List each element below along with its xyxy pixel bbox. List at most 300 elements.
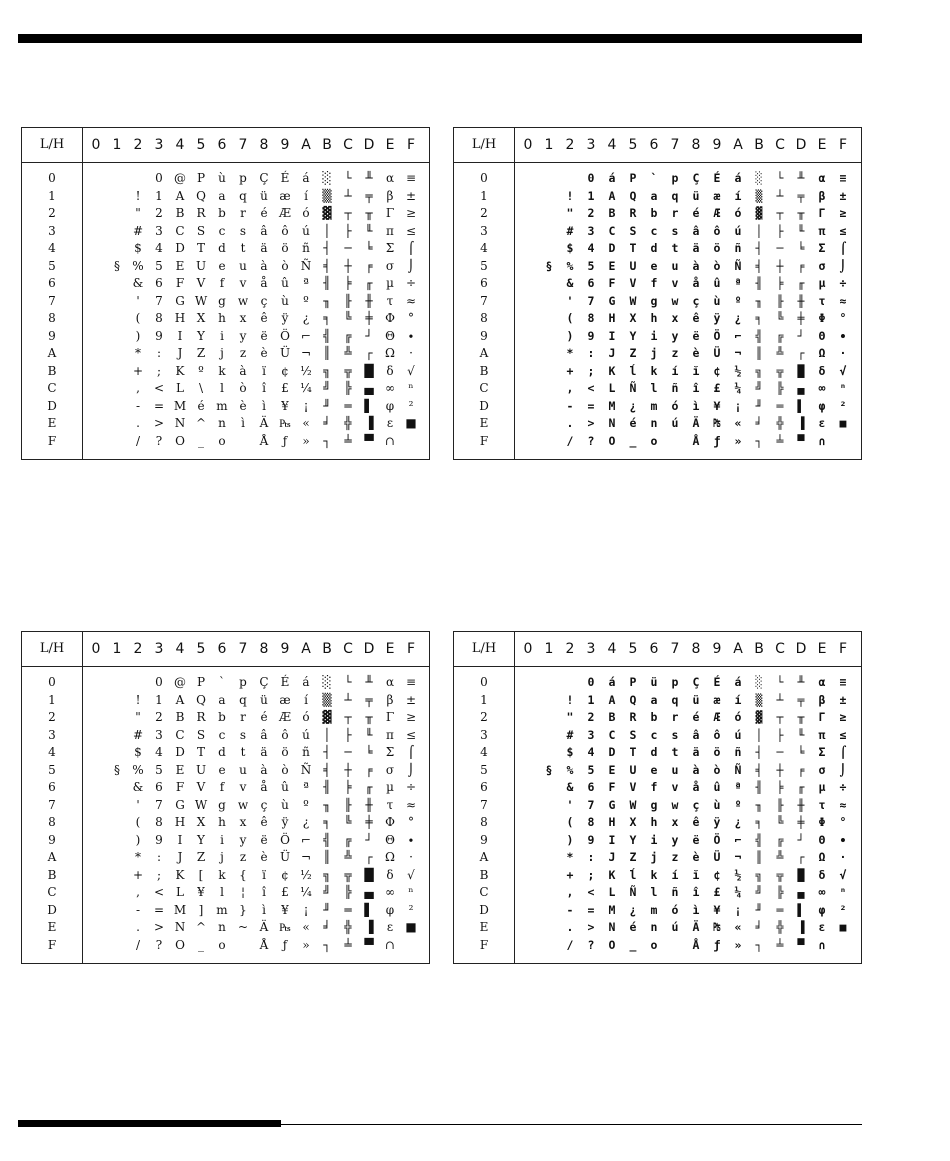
char-cell: ▀	[364, 433, 374, 448]
char-cell: ⁿ	[408, 381, 414, 395]
char-cell	[233, 433, 253, 450]
row-header: 3	[480, 727, 488, 742]
char-cell: ┐	[755, 433, 763, 448]
char-cell: q	[239, 188, 247, 203]
char-cell	[107, 727, 127, 744]
char-cell: √	[407, 867, 415, 882]
char-cell: $	[566, 241, 574, 255]
char-cell: Ö	[713, 832, 721, 847]
char-cell: Γ	[385, 710, 395, 724]
char-cell: ░	[322, 171, 332, 185]
char-cell: í	[671, 867, 679, 882]
char-cell: =	[587, 902, 595, 917]
char-cell	[107, 293, 127, 310]
char-cell: ╡	[323, 258, 331, 273]
char-cell: ²	[408, 398, 414, 413]
char-cell: 4	[587, 241, 595, 255]
char-cell: ╤	[797, 692, 805, 707]
char-cell: L	[176, 381, 184, 395]
char-cell: %	[132, 762, 144, 777]
char-cell: ¿	[629, 902, 637, 917]
char-cell: è	[260, 850, 268, 864]
column-header: 0	[91, 137, 101, 153]
char-cell	[86, 240, 106, 257]
char-cell: ≥	[839, 710, 847, 724]
char-cell: ┤	[323, 745, 331, 759]
row-header: 0	[48, 675, 56, 689]
char-cell: e	[650, 762, 658, 777]
char-cell: ─	[344, 745, 352, 759]
row-header: 4	[480, 745, 488, 759]
char-cell: ≤	[839, 223, 847, 238]
char-cell: â	[692, 727, 700, 742]
char-cell: ï	[262, 867, 266, 882]
char-cell: /	[566, 433, 574, 448]
char-cell: 8	[155, 815, 163, 829]
char-cell: ╘	[797, 241, 805, 255]
char-cell: °	[408, 311, 414, 325]
char-cell: ╕	[755, 815, 763, 829]
corner-label: L/H	[471, 137, 497, 152]
char-cell: ─	[776, 745, 784, 759]
char-cell: ╙	[797, 727, 805, 742]
row-header: 7	[48, 797, 56, 812]
row-header: 0	[48, 171, 56, 185]
char-cell: Γ	[818, 206, 826, 220]
char-cell: ╞	[776, 780, 784, 794]
char-cell	[86, 937, 106, 954]
char-cell	[518, 762, 538, 779]
char-cell: Æ	[278, 206, 291, 220]
bottom-rule-thick	[18, 1120, 281, 1127]
char-cell: v	[239, 780, 247, 794]
char-cell: N	[174, 920, 186, 934]
char-cell: ╪	[797, 311, 805, 325]
char-cell: á	[734, 171, 742, 185]
column-header: 7	[238, 137, 248, 153]
char-cell: ^	[195, 920, 207, 934]
char-cell: (	[135, 815, 141, 829]
char-cell: Ö	[280, 832, 290, 847]
char-cell: ║	[755, 850, 763, 864]
char-cell: ╜	[755, 902, 763, 917]
char-cell: ╒	[797, 762, 805, 777]
char-cell: Ä	[692, 416, 700, 430]
char-cell: ▌	[797, 902, 805, 917]
char-cell: ²	[839, 398, 847, 413]
char-cell: Ç	[692, 675, 700, 689]
char-cell: π	[818, 727, 826, 742]
char-cell: ƒ	[282, 433, 288, 448]
row-header: D	[47, 398, 57, 413]
char-cell: ä	[260, 745, 268, 759]
char-cell: é	[629, 920, 637, 934]
char-cell: *	[135, 346, 141, 360]
char-cell: -	[135, 398, 141, 413]
char-cell: ≡	[839, 171, 847, 185]
column-header: 0	[523, 137, 533, 153]
char-cell: ½	[300, 363, 312, 378]
char-cell: º	[198, 363, 204, 378]
char-cell	[107, 867, 127, 884]
char-cell: 2	[587, 206, 595, 220]
char-cell: I	[177, 328, 183, 343]
column-header: 2	[133, 641, 143, 657]
char-cell: ─	[776, 241, 784, 255]
char-cell: R	[196, 710, 206, 724]
char-cell: +	[132, 363, 144, 378]
char-cell: °	[408, 815, 414, 829]
char-cell	[539, 709, 559, 726]
char-cell: M	[608, 902, 616, 917]
char-cell: '	[566, 797, 574, 812]
char-cell: τ	[818, 293, 826, 308]
char-cell: ∞	[385, 885, 395, 899]
char-cell	[86, 902, 106, 919]
char-cell: :	[156, 850, 162, 864]
char-cell: ÿ	[713, 815, 721, 829]
char-cell: !	[566, 188, 574, 203]
char-cell: ó	[734, 206, 742, 220]
char-cell: ▌	[364, 398, 374, 413]
char-cell: K	[175, 867, 185, 882]
char-cell: Ç	[259, 675, 269, 689]
char-cell: ⌐	[734, 832, 742, 847]
char-cell	[539, 797, 559, 814]
char-cell: │	[755, 727, 763, 742]
char-cell: T	[196, 241, 205, 255]
char-cell: =	[153, 398, 165, 413]
char-cell: G	[608, 797, 616, 812]
char-cell: >	[587, 416, 595, 430]
char-cell: ╖	[323, 293, 331, 308]
column-header: 5	[628, 137, 638, 153]
char-cell: .	[566, 920, 574, 934]
char-cell: Y	[197, 328, 205, 343]
char-cell: τ	[818, 797, 826, 812]
char-cell: Ä	[259, 416, 269, 430]
char-cell	[539, 727, 559, 744]
char-cell: /	[135, 433, 141, 448]
char-cell	[665, 433, 685, 450]
row-header: B	[479, 363, 489, 378]
char-cell	[107, 380, 127, 397]
char-cell: C	[608, 223, 616, 238]
char-cell: ▄	[797, 885, 805, 899]
column-header: 5	[196, 137, 206, 153]
char-cell: q	[239, 692, 247, 707]
char-cell	[401, 937, 421, 954]
char-cell: ▀	[797, 937, 805, 952]
char-cell: x	[239, 311, 247, 325]
char-cell: _	[629, 433, 637, 448]
column-header: E	[817, 641, 827, 657]
char-cell: ║	[323, 346, 331, 360]
char-cell: 6	[155, 780, 163, 794]
char-cell: t	[671, 745, 679, 759]
column-header: 6	[217, 137, 227, 153]
char-cell: Z	[196, 346, 206, 360]
char-cell: /	[566, 937, 574, 952]
char-cell: ≥	[839, 206, 847, 220]
header-divider	[22, 666, 429, 667]
char-cell: c	[218, 223, 226, 238]
char-cell: ñ	[734, 241, 742, 255]
char-cell: ¢	[713, 867, 721, 882]
char-cell	[539, 240, 559, 257]
char-cell: ¥	[713, 398, 721, 413]
char-cell: ╗	[755, 363, 763, 378]
char-cell: l	[220, 885, 224, 899]
char-cell: ¿	[734, 311, 742, 325]
char-cell: ½	[734, 867, 742, 882]
char-cell: ó	[671, 398, 679, 413]
char-cell: -	[566, 902, 574, 917]
row-header: 5	[480, 258, 488, 273]
char-cell: ╤	[365, 692, 373, 707]
char-cell: A	[608, 188, 616, 203]
char-cell: í	[734, 188, 742, 203]
row-header: C	[47, 885, 57, 899]
char-cell: █	[797, 867, 805, 882]
char-cell: ╓	[797, 276, 805, 290]
char-cell: ─	[344, 241, 352, 255]
char-cell: ê	[692, 311, 700, 325]
char-cell: p	[671, 171, 679, 185]
char-cell: à	[692, 258, 700, 273]
char-cell: y	[239, 328, 247, 343]
char-cell: ╢	[755, 276, 763, 290]
char-cell: K	[608, 363, 616, 378]
row-header: 1	[48, 188, 56, 203]
char-cell: ╬	[776, 416, 784, 430]
char-cell: â	[260, 727, 268, 742]
char-cell: ĭ	[692, 867, 700, 882]
row-header: C	[479, 381, 489, 395]
char-cell	[539, 398, 559, 415]
char-cell: %	[132, 258, 144, 273]
char-cell: Γ	[385, 206, 395, 220]
char-cell: b	[218, 206, 226, 220]
char-cell: r	[240, 206, 246, 220]
char-cell: µ	[818, 780, 826, 794]
char-cell: ╕	[755, 311, 763, 325]
char-cell: ╡	[323, 762, 331, 777]
char-cell: ö	[281, 241, 289, 255]
char-cell: τ	[386, 293, 394, 308]
char-cell: ▒	[755, 188, 763, 203]
char-cell: w	[671, 797, 679, 812]
row-header: 5	[48, 762, 56, 777]
char-cell: §	[114, 258, 120, 273]
column-header: 0	[523, 641, 533, 657]
char-cell: r	[671, 206, 679, 220]
char-cell: û	[281, 780, 289, 794]
char-cell: ≈	[405, 797, 417, 812]
row-header: A	[47, 346, 57, 360]
char-cell: a	[218, 692, 226, 707]
char-cell: Q	[629, 692, 637, 707]
column-header: B	[322, 641, 332, 657]
char-cell: (	[566, 815, 574, 829]
char-cell: #	[132, 727, 144, 742]
char-cell: ½	[734, 363, 742, 378]
char-cell: n	[218, 920, 226, 934]
char-cell: h	[218, 311, 226, 325]
char-cell	[107, 744, 127, 761]
char-cell: ╖	[755, 293, 763, 308]
char-cell: ╙	[797, 223, 805, 238]
char-cell: j	[220, 850, 224, 864]
char-cell	[539, 902, 559, 919]
char-cell: e	[650, 258, 658, 273]
row-header: B	[47, 363, 57, 378]
char-cell: å	[692, 276, 700, 290]
char-cell: ≡	[839, 675, 847, 689]
char-cell: 1	[587, 692, 595, 707]
char-cell: ╡	[755, 258, 763, 273]
corner-label: L/H	[39, 137, 65, 152]
char-cell: é	[260, 206, 268, 220]
column-header: C	[775, 641, 785, 657]
char-cell: ╦	[776, 363, 784, 378]
column-header: 2	[133, 137, 143, 153]
char-cell: ≡	[405, 675, 417, 689]
char-cell	[518, 779, 538, 796]
column-header: E	[385, 641, 395, 657]
char-cell: ⌠	[839, 241, 847, 255]
charset-table-4	[453, 631, 862, 964]
char-cell: v	[239, 276, 247, 290]
char-cell: ÷	[405, 780, 417, 794]
char-cell: ╬	[776, 920, 784, 934]
char-cell: π	[386, 223, 394, 238]
char-cell: z	[239, 850, 247, 864]
char-cell	[518, 188, 538, 205]
row-header: 2	[48, 710, 56, 724]
char-cell: í	[304, 692, 308, 707]
char-cell: f	[219, 780, 225, 794]
char-cell: ┐	[323, 433, 331, 448]
char-cell: ┤	[755, 241, 763, 255]
char-cell: ╓	[797, 780, 805, 794]
char-cell: <	[153, 885, 165, 899]
char-cell: ⌡	[839, 258, 847, 273]
char-cell: ¥	[281, 398, 289, 413]
column-header: 4	[175, 137, 185, 153]
char-cell: ⌐	[734, 328, 742, 343]
column-header: F	[406, 137, 416, 153]
header-divider	[454, 666, 861, 667]
column-header: 8	[691, 641, 701, 657]
char-cell: V	[629, 780, 637, 794]
char-cell: 8	[155, 311, 163, 325]
char-cell: q	[671, 692, 679, 707]
char-cell	[539, 814, 559, 831]
char-cell	[107, 188, 127, 205]
char-cell: ε	[386, 920, 394, 934]
char-cell: ║	[755, 346, 763, 360]
char-cell: ▓	[322, 206, 332, 220]
char-cell: &	[566, 276, 574, 290]
char-cell: Ç	[259, 171, 269, 185]
column-header: 1	[112, 137, 122, 153]
char-cell: f	[219, 276, 225, 290]
char-cell: a	[218, 188, 226, 203]
char-cell	[86, 814, 106, 831]
char-cell: Φ	[385, 311, 395, 325]
char-cell: φ	[818, 398, 826, 413]
char-cell: ┼	[344, 762, 352, 777]
char-cell: O	[608, 937, 616, 952]
char-cell: O	[175, 937, 185, 952]
char-cell: ¬	[734, 850, 742, 864]
char-cell: ;	[587, 363, 595, 378]
char-cell: β	[818, 188, 826, 203]
char-cell: ¢	[713, 363, 721, 378]
column-header: F	[406, 641, 416, 657]
char-cell: ╠	[344, 381, 352, 395]
char-cell	[86, 170, 106, 187]
char-cell: _	[198, 937, 204, 952]
char-cell: E	[175, 762, 185, 777]
column-header: 1	[544, 641, 554, 657]
char-cell: i	[650, 832, 658, 847]
char-cell	[518, 884, 538, 901]
char-cell: *	[135, 850, 141, 864]
char-cell: ^	[195, 416, 207, 430]
char-cell: d	[650, 241, 658, 255]
column-header: 6	[649, 137, 659, 153]
char-cell: #	[132, 223, 144, 238]
char-cell: F	[608, 276, 616, 290]
char-cell: ¼	[300, 381, 312, 395]
char-cell	[86, 692, 106, 709]
row-header: 0	[480, 171, 488, 185]
char-cell: φ	[385, 398, 395, 413]
char-cell: q	[671, 188, 679, 203]
char-cell: i	[220, 328, 224, 343]
char-cell: ▒	[322, 692, 332, 707]
char-cell: k	[218, 867, 226, 882]
char-cell: ¬	[300, 346, 312, 360]
char-cell: x	[671, 815, 679, 829]
char-cell: ╝	[755, 381, 763, 395]
char-cell: ╝	[323, 885, 331, 899]
char-cell	[86, 363, 106, 380]
char-cell	[518, 415, 538, 432]
char-cell: ╢	[323, 780, 331, 794]
char-cell: A	[175, 692, 185, 707]
row-header: 6	[480, 276, 488, 290]
char-cell: ┌	[797, 850, 805, 864]
char-cell	[539, 674, 559, 691]
char-cell: ╩	[344, 850, 352, 864]
row-header: E	[479, 416, 489, 430]
char-cell: σ	[818, 258, 826, 273]
char-cell: ô	[281, 223, 289, 238]
char-cell: ú	[671, 920, 679, 934]
char-cell: é	[260, 710, 268, 724]
row-header: C	[47, 381, 57, 395]
charset-table-2	[453, 127, 862, 460]
char-cell: µ	[386, 780, 394, 794]
char-cell: (	[566, 311, 574, 325]
char-cell	[539, 188, 559, 205]
column-header: 1	[112, 641, 122, 657]
char-cell: .	[136, 920, 140, 934]
char-cell	[233, 937, 253, 954]
